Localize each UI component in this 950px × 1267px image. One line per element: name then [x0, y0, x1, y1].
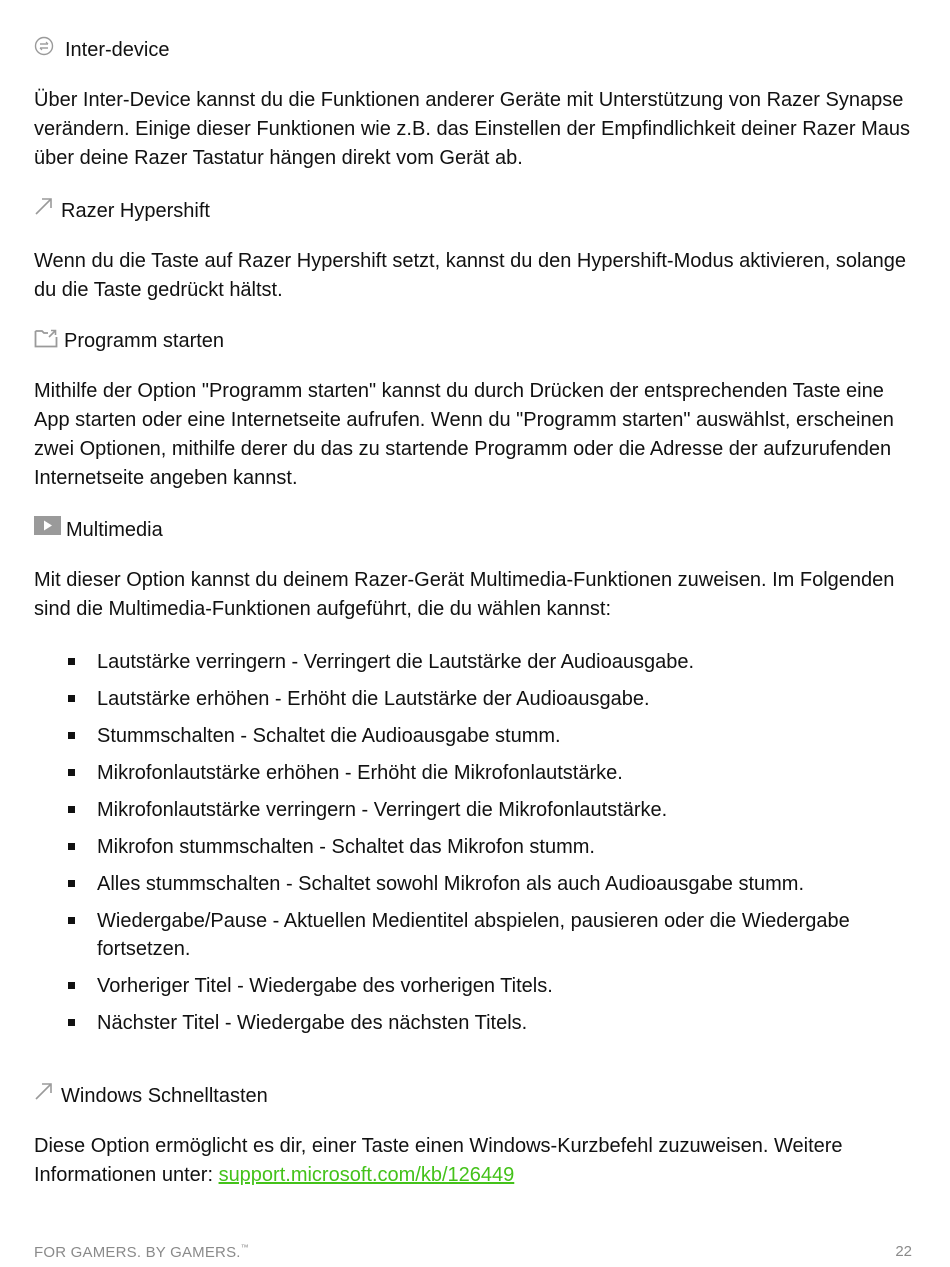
bullet-square-icon — [68, 769, 75, 776]
list-item: Wiedergabe/Pause - Aktuellen Medientitel abspielen, pausieren oder die Wiedergabe fortsetzen. — [34, 907, 916, 963]
trademark-symbol: ™ — [240, 1243, 249, 1252]
bullet-square-icon — [68, 1019, 75, 1026]
list-item: Stummschalten - Schaltet die Audioausgabe stumm. — [34, 722, 916, 750]
list-item: Alles stummschalten - Schaltet sowohl Mikrofon als auch Audioausgabe stumm. — [34, 870, 916, 898]
paragraph-inter-device: Über Inter-Device kannst du die Funktionen anderer Geräte mit Unterstützung von Razer Synapse verändern. Einige dieser Funktionen wie z.B. das Einstellen der Empfindlichkeit deiner Razer Maus über deine Razer Tastatur hängen direkt vom Gerät ab. — [34, 89, 911, 169]
heading-hypershift: Razer Hypershift — [61, 200, 210, 222]
list-item: Lautstärke verringern - Verringert die Lautstärke der Audioausgabe. — [34, 648, 916, 676]
paragraph-hypershift: Wenn du die Taste auf Razer Hypershift setzt, kannst du den Hypershift-Modus aktivieren, solange du die Taste gedrückt hältst. — [34, 250, 906, 301]
page-number: 22 — [895, 1243, 912, 1260]
paragraph-programm-starten: Mithilfe der Option "Programm starten" kannst du durch Drücken der entsprechenden Taste eine App starten oder eine Internetseite aufrufen. Wenn du "Programm starten" auswählst, erscheinen zwei Optionen, mithilfe derer du das zu startende Programm oder die Adresse der aufzurufenden Internetseite angeben kannst. — [34, 380, 894, 489]
multimedia-function-list — [34, 648, 916, 1046]
bullet-square-icon — [68, 806, 75, 813]
list-item: Nächster Titel - Wiedergabe des nächsten Titels. — [34, 1009, 916, 1037]
heading-multimedia: Multimedia — [66, 519, 163, 541]
launch-program-icon — [34, 328, 58, 348]
heading-inter-device: Inter-device — [65, 39, 170, 61]
bullet-square-icon — [68, 880, 75, 887]
bullet-square-icon — [68, 982, 75, 989]
bullet-square-icon — [68, 695, 75, 702]
microsoft-support-link[interactable]: support.microsoft.com/kb/126449 — [218, 1164, 515, 1186]
heading-programm-starten: Programm starten — [64, 330, 225, 352]
list-item: Mikrofonlautstärke verringern - Verringert die Mikrofonlautstärke. — [34, 796, 916, 824]
bullet-square-icon — [68, 917, 75, 924]
list-item: Lautstärke erhöhen - Erhöht die Lautstärke der Audioausgabe. — [34, 685, 916, 713]
multimedia-play-icon — [34, 516, 61, 536]
list-item: Mikrofonlautstärke erhöhen - Erhöht die Mikrofonlautstärke. — [34, 759, 916, 787]
inter-device-icon — [34, 36, 54, 56]
hypershift-arrow-icon — [34, 196, 54, 216]
shortcut-arrow-icon — [34, 1081, 54, 1101]
list-item: Mikrofon stummschalten - Schaltet das Mikrofon stumm. — [34, 833, 916, 861]
heading-windows-schnelltasten: Windows Schnelltasten — [61, 1085, 268, 1107]
footer-tagline: FOR GAMERS. BY GAMERS.™ — [34, 1243, 249, 1261]
paragraph-multimedia: Mit dieser Option kannst du deinem Razer-Gerät Multimedia-Funktionen zuweisen. Im Folgenden sind die Multimedia-Funktionen aufgeführt, die du wählen kannst: — [34, 569, 895, 620]
bullet-square-icon — [68, 658, 75, 665]
paragraph-windows-schnelltasten: Diese Option ermöglicht es dir, einer Taste einen Windows-Kurzbefehl zuzuweisen. Weitere Informationen unter: support.microsoft.com/kb/126449 — [34, 1135, 843, 1186]
list-item: Vorheriger Titel - Wiedergabe des vorherigen Titels. — [34, 972, 916, 1000]
bullet-square-icon — [68, 732, 75, 739]
bullet-square-icon — [68, 843, 75, 850]
